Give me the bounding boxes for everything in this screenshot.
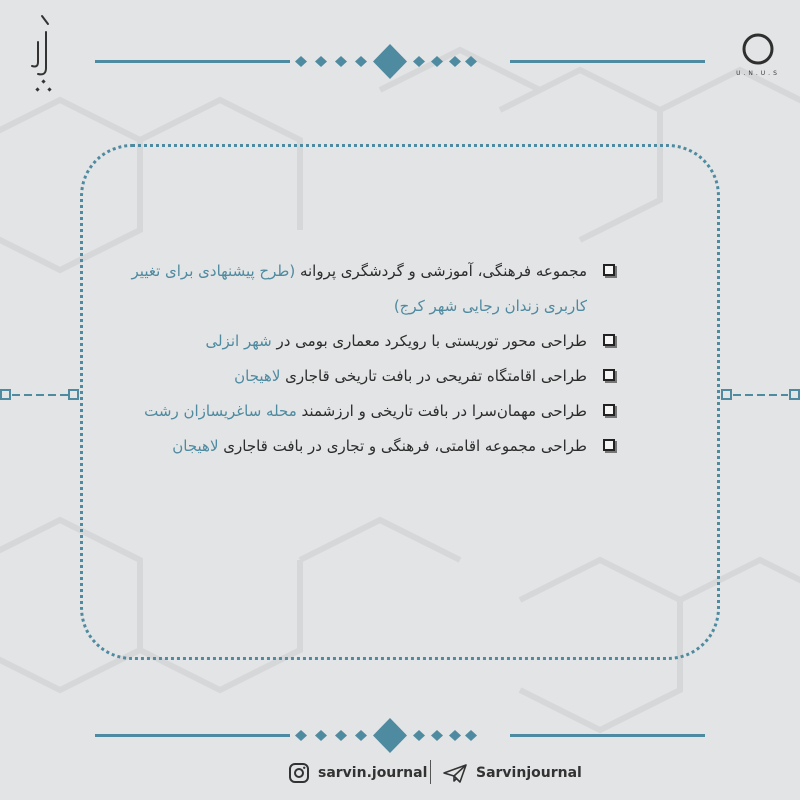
telegram-handle: Sarvinjournal (476, 765, 582, 781)
instagram-handle: sarvin.journal (318, 765, 428, 781)
list-item (130, 324, 615, 359)
checkbox-icon (603, 369, 615, 381)
instagram-icon (288, 762, 310, 784)
telegram-icon (442, 762, 468, 784)
list-item-text: طراحی مهمان‌سرا در بافت تاریخی و ارزشمند (296, 402, 587, 420)
project-list (130, 254, 615, 464)
list-item-highlight: لاهیجان (172, 437, 219, 455)
logo-subtext: U.N.U.S (736, 70, 780, 77)
checkbox-icon (603, 439, 615, 451)
footer-divider (430, 760, 431, 784)
list-item (130, 254, 615, 324)
bottom-ornament (95, 718, 705, 754)
checkbox-icon (603, 404, 615, 416)
top-ornament (95, 44, 705, 80)
right-connector (718, 385, 800, 405)
list-item-text: طراحی اقامتگاه تفریحی در بافت تاریخی قاجاری (280, 367, 587, 385)
list-item-highlight: (طرح پیشنهادی برای تغییر کاربری زندان رجایی شهر کرج) (131, 262, 587, 315)
left-connector (0, 385, 82, 405)
list-item-highlight: لاهیجان (234, 367, 281, 385)
checkbox-icon (603, 264, 615, 276)
list-item-text: طراحی محور توریستی با رویکرد معماری بومی در (271, 332, 587, 350)
list-item (130, 359, 615, 394)
logo-calligraphy (22, 12, 62, 96)
logo-ring (734, 30, 782, 78)
list-item (130, 394, 615, 429)
instagram-link[interactable] (288, 758, 427, 788)
list-item-highlight: شهر انزلی (205, 332, 272, 350)
telegram-link[interactable] (442, 758, 582, 788)
list-item (130, 429, 615, 464)
checkbox-icon (603, 334, 615, 346)
list-item-text: طراحی مجموعه اقامتی، فرهنگی و تجاری در بافت قاجاری (218, 437, 587, 455)
list-item-text: مجموعه فرهنگی، آموزشی و گردشگری پروانه (295, 262, 587, 280)
list-item-highlight: محله ساغریسازان رشت (144, 402, 297, 420)
